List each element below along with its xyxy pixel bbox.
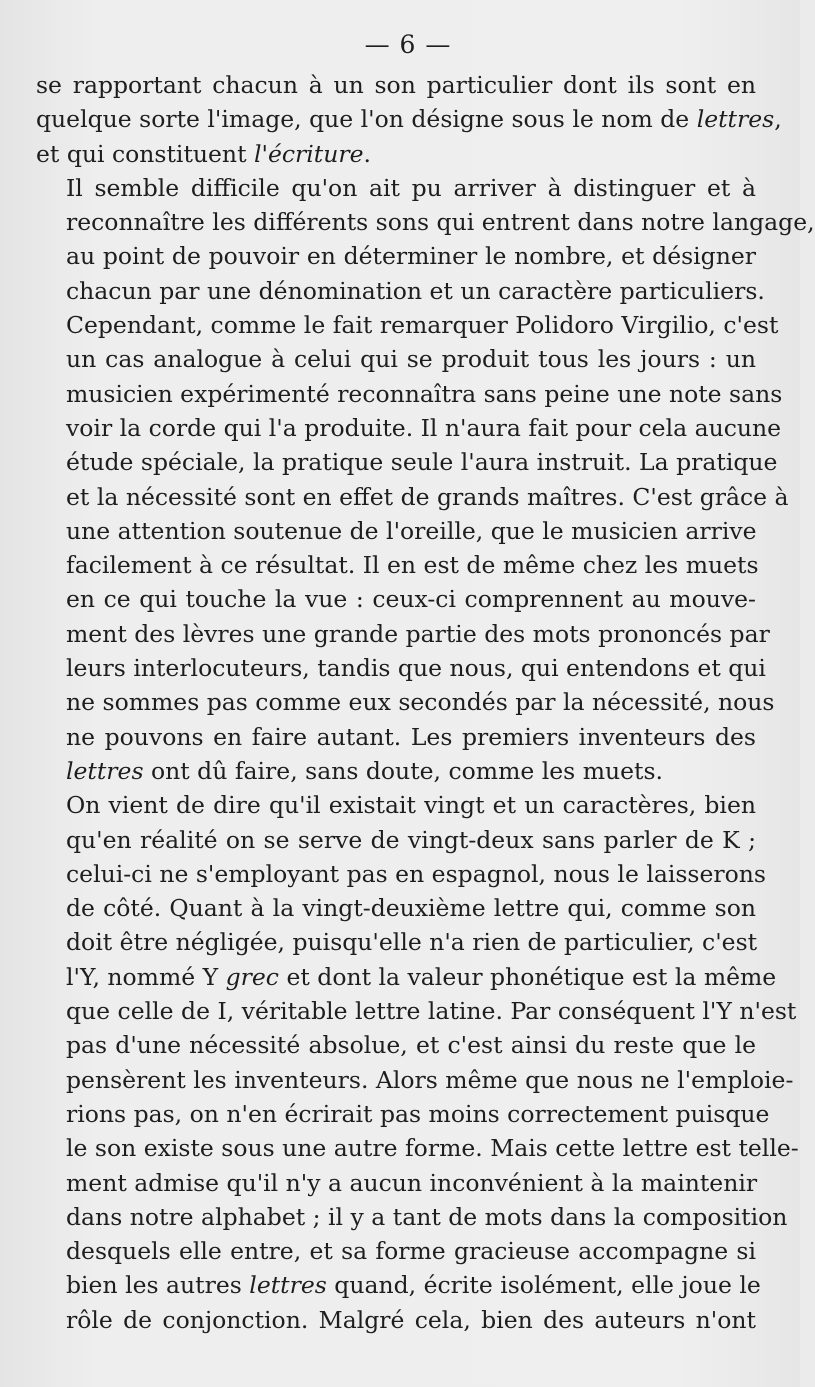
text-line: que celle de I, véritable lettre latine. Par conséquent l'Y n'est [66,997,797,1026]
text-line: dans notre alphabet ; il y a tant de mots dans la composition [66,1202,788,1231]
text-line: desquels elle entre, et sa forme gracieuse accompagne si [66,1237,756,1266]
text-line: quelque sorte l'image, que l'on désigne sous le nom de lettres, [36,105,782,134]
text-line: On vient de dire qu'il existait vingt et un caractères, bien [66,791,756,820]
text-line: en ce qui touche la vue : ceux-ci comprennent au mouve- [66,585,756,614]
text-line: au point de pouvoir en déterminer le nombre, et désigner [66,242,756,271]
text-line: ment des lèvres une grande partie des mots prononcés par [66,619,770,648]
text-line: leurs interlocuteurs, tandis que nous, qui entendons et qui [66,654,766,683]
text-line: qu'en réalité on se serve de vingt-deux sans parler de K ; [66,825,756,854]
paragraph-1 [36,68,782,171]
text-line: se rapportant chacun à un son particulier dont ils sont en [36,71,756,99]
text-line: une attention soutenue de l'oreille, que le musicien arrive [66,516,757,545]
text-line: Cependant, comme le fait remarquer Polidoro Virgilio, c'est [66,311,779,340]
text-line: ne sommes pas comme eux secondés par la nécessité, nous [66,688,775,717]
text-line: rôle de conjonction. Malgré cela, bien des auteurs n'ont [66,1305,756,1334]
text-line: étude spéciale, la pratique seule l'aura instruit. La pratique [66,448,778,477]
text-line: lettres ont dû faire, sans doute, comme les muets. [66,756,663,785]
text-line: ment admise qu'il n'y a aucun inconvénient à la maintenir [66,1168,758,1197]
text-line: facilement à ce résultat. Il en est de même chez les muets [66,551,759,580]
text-line: Il semble difficile qu'on ait pu arriver à distinguer et à [66,173,756,202]
text-line: celui-ci ne s'employant pas en espagnol, nous le laisserons [66,859,766,888]
body-text [36,68,815,1337]
text-line: et qui constituent l'écriture. [36,139,371,168]
text-line: musicien expérimenté reconnaîtra sans peine une note sans [66,379,783,408]
text-line: un cas analogue à celui qui se produit tous les jours : un [66,345,756,374]
text-line: de côté. Quant à la vingt-deuxième lettre qui, comme son [66,894,756,923]
text-line: voir la corde qui l'a produite. Il n'aura fait pour cela aucune [66,413,782,442]
text-line: doit être négligée, puisqu'elle n'a rien de particulier, c'est [66,928,758,957]
page-number: — 6 — [364,30,452,59]
paragraph-3 [36,788,799,1337]
text-line: pensèrent les inventeurs. Alors même que nous ne l'emploie- [66,1065,794,1094]
text-line: reconnaître les différents sons qui entrent dans notre langage, [66,208,815,237]
text-line: chacun par une dénomination et un caractère particuliers. [66,276,765,305]
text-line: ne pouvons en faire autant. Les premiers inventeurs des [66,722,756,751]
text-line: l'Y, nommé Y grec et dont la valeur phonétique est la même [66,962,777,991]
text-line: rions pas, on n'en écrirait pas moins correctement puisque [66,1099,770,1128]
text-line: pas d'une nécessité absolue, et c'est ainsi du reste que le [66,1031,756,1060]
paragraph-2 [36,171,815,788]
text-line: bien les autres lettres quand, écrite isolément, elle joue le [66,1271,761,1300]
text-line: et la nécessité sont en effet de grands maîtres. C'est grâce à [66,482,789,511]
text-line: le son existe sous une autre forme. Mais cette lettre est telle- [66,1134,799,1163]
